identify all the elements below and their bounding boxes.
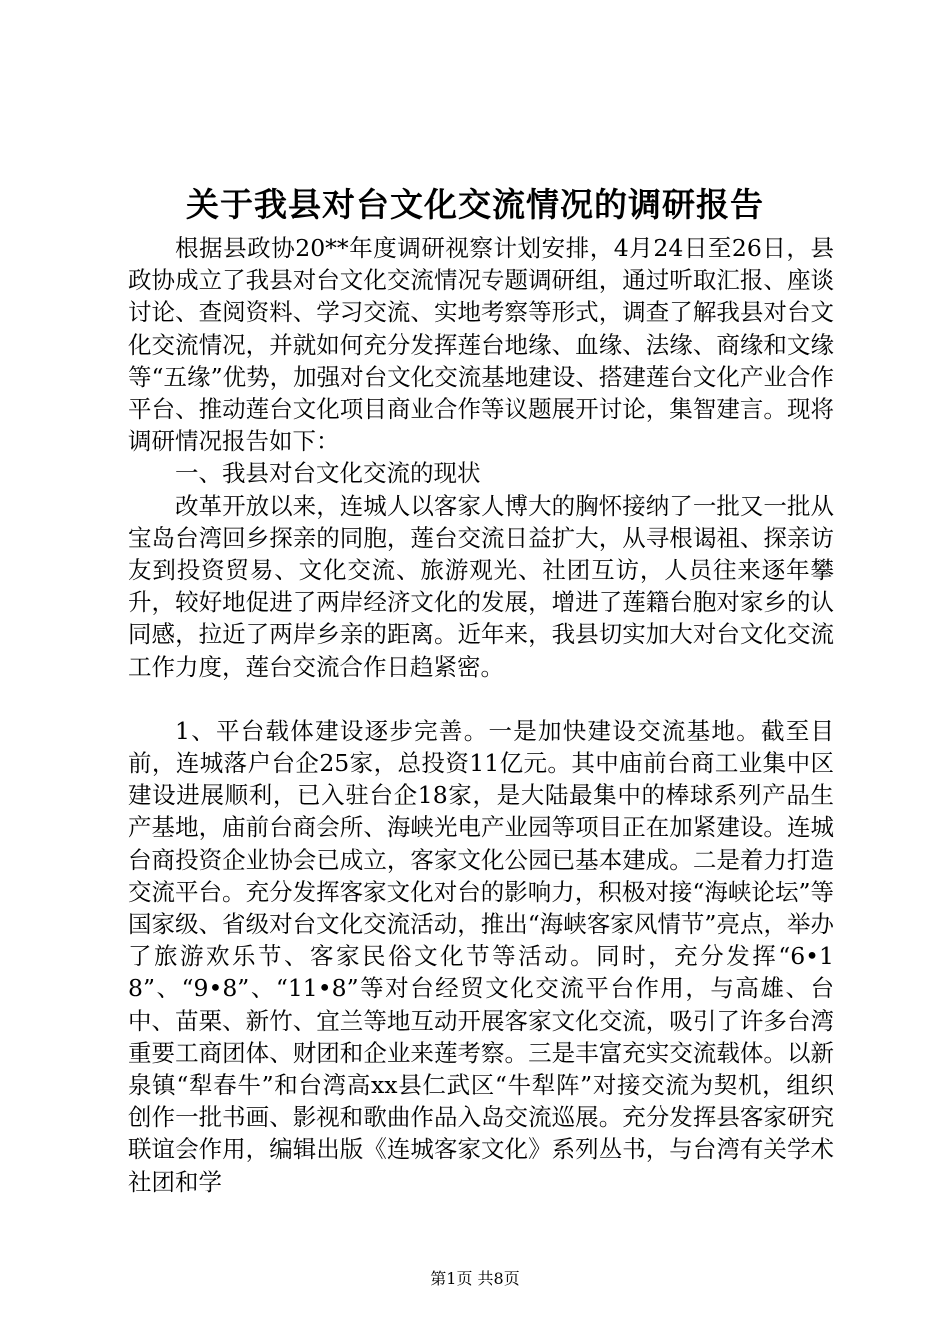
paragraph-intro: 根据县政协20**年度调研视察计划安排，4月24日至26日，县政协成立了我县对台文化交流情况专题调研组，通过听取汇报、座谈讨论、查阅资料、学习交流、实地考察等形式，调查了解我县对台文化交流情况，并就如何充分发挥莲台地缘、血缘、法缘、商缘和文缘等“五缘”优势，加强对台文化交流基地建设、搭建莲台文化产业合作平台、推动莲台文化项目商业合作等议题展开讨论，集智建言。现将调研情况报告如下： — [128, 234, 834, 456]
document-body — [128, 232, 834, 1198]
page-number-footer: 第1页 共8页 — [430, 1269, 520, 1288]
section-heading: 一、我县对台文化交流的现状 — [175, 459, 481, 488]
paragraph-platform-building: 1、平台载体建设逐步完善。一是加快建设交流基地。截至目前，连城落户台企25家，总投资11亿元。其中庙前台商工业集中区建设进展顺利，已入驻台企18家，是大陆最集中的棒球系列产品生产基地，庙前台商会所、海峡光电产业园等项目正在加紧建设。连城台商投资企业协会已成立，客家文化公园已基本建成。二是着力打造交流平台。充分发挥客家文化对台的影响力，积极对接“海峡论坛”等国家级、省级对台文化交流活动，推出“海峡客家风情节”亮点，举办了旅游欢乐节、客家民俗文化节等活动。同时，充分发挥“6•18”、“9•8”、“11•8”等对台经贸文化交流平台作用，与高雄、台中、苗栗、新竹、宜兰等地互动开展客家文化交流，吸引了许多台湾重要工商团体、财团和企业来莲考察。三是丰富充实交流载体。以新泉镇“犁春牛”和台湾高xx县仁武区“牛犁阵”对接交流为契机，组织创作一批书画、影视和歌曲作品入岛交流巡展。充分发挥县客家研究联谊会作用，编辑出版《连城客家文化》系列丛书，与台湾有关学术社团和学 — [128, 716, 834, 1196]
document-title: 关于我县对台文化交流情况的调研报告 — [186, 185, 764, 224]
paragraph-current-status: 改革开放以来，连城人以客家人博大的胸怀接纳了一批又一批从宝岛台湾回乡探亲的同胞，莲台交流日益扩大，从寻根谒祖、探亲访友到投资贸易、文化交流、旅游观光、社团互访，人员往来逐年攀升，较好地促进了两岸经济文化的发展，增进了莲籍台胞对家乡的认同感，拉近了两岸乡亲的距离。近年来，我县切实加大对台文化交流工作力度，莲台交流合作日趋紧密。 — [128, 491, 834, 681]
